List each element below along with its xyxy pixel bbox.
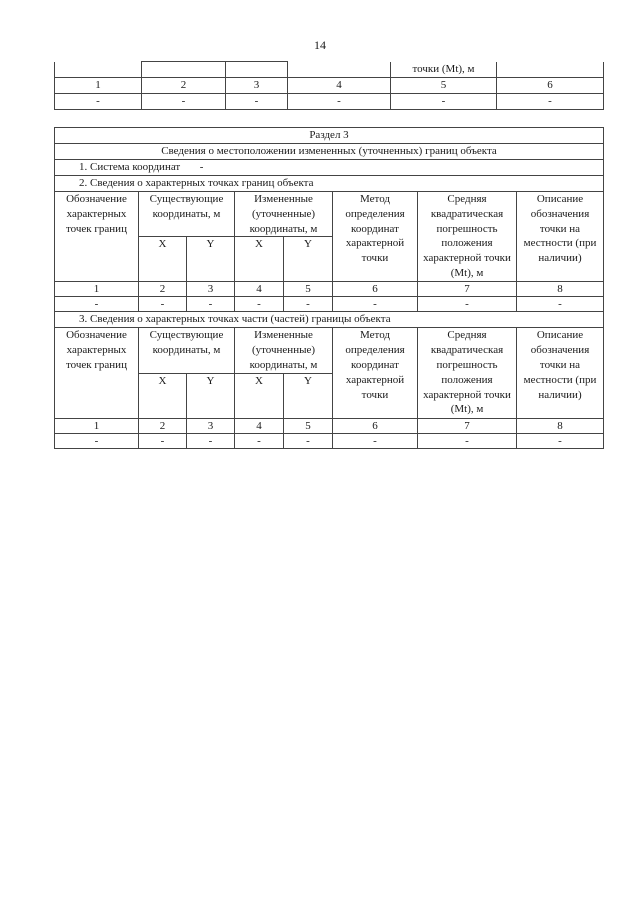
section-subtitle-row	[55, 144, 604, 160]
table-cell: -	[517, 297, 604, 312]
header-point-designation: Обозначение характерных точек границ	[55, 192, 139, 282]
part3-title: 3. Сведения о характерных точках части (частей) границы объекта	[55, 312, 604, 328]
column-number: 3	[226, 78, 288, 94]
top-table-header-cell	[226, 62, 288, 78]
table-cell: -	[226, 94, 288, 110]
top-table-header-cell	[142, 62, 226, 78]
header-method: Метод определения координат характерной точки	[333, 192, 418, 282]
top-table-header-fragment-row	[55, 62, 604, 78]
table-cell: -	[418, 297, 517, 312]
table-cell: -	[139, 433, 187, 448]
column-number: 7	[418, 282, 517, 297]
column-number: 6	[497, 78, 604, 94]
table-cell: -	[55, 297, 139, 312]
header-changed-coords: Измененные (уточненные) координаты, м	[235, 192, 333, 237]
coord-system-label: 1. Система координат	[79, 161, 181, 173]
column-number: 3	[187, 418, 235, 433]
table-cell: -	[497, 94, 604, 110]
section-3-table	[54, 127, 604, 449]
header-existing-coords: Существующие координаты, м	[139, 192, 235, 237]
column-number: 4	[288, 78, 391, 94]
top-table-header-cell	[497, 62, 604, 78]
column-number: 2	[139, 282, 187, 297]
header-changed-coords: Измененные (уточненные) координаты, м	[235, 328, 333, 373]
header-existing-coords: Существующие координаты, м	[139, 328, 235, 373]
column-number: 8	[517, 418, 604, 433]
column-number: 5	[284, 418, 333, 433]
part3-header-row	[55, 328, 604, 373]
header-x: X	[139, 237, 187, 282]
table-cell: -	[55, 433, 139, 448]
table-cell: -	[142, 94, 226, 110]
top-table	[54, 61, 604, 110]
header-method: Метод определения координат характерной точки	[333, 328, 418, 418]
header-x: X	[235, 237, 284, 282]
table-cell: -	[187, 297, 235, 312]
column-number: 1	[55, 78, 142, 94]
column-number: 1	[55, 418, 139, 433]
header-point-designation: Обозначение характерных точек границ	[55, 328, 139, 418]
part3-number-row	[55, 418, 604, 433]
column-number: 7	[418, 418, 517, 433]
table-cell: -	[517, 433, 604, 448]
table-cell: -	[235, 433, 284, 448]
part3-title-row	[55, 312, 604, 328]
part2-header-row	[55, 192, 604, 237]
top-table-data-row	[55, 94, 604, 110]
column-number: 6	[333, 282, 418, 297]
header-y: Y	[187, 237, 235, 282]
header-y: Y	[284, 237, 333, 282]
table-cell: -	[284, 297, 333, 312]
section-title-row	[55, 128, 604, 144]
column-number: 4	[235, 418, 284, 433]
header-description: Описание обозначения точки на местности (при наличии)	[517, 328, 604, 418]
column-number: 2	[142, 78, 226, 94]
part2-data-row	[55, 297, 604, 312]
table-cell: -	[391, 94, 497, 110]
header-accuracy: Средняя квадратическая погрешность положения характерной точки (Mt), м	[418, 328, 517, 418]
header-x: X	[139, 373, 187, 418]
header-description: Описание обозначения точки на местности (при наличии)	[517, 192, 604, 282]
section-title: Раздел 3	[55, 128, 604, 144]
column-number: 2	[139, 418, 187, 433]
column-number: 4	[235, 282, 284, 297]
column-number: 6	[333, 418, 418, 433]
column-number: 5	[391, 78, 497, 94]
section-subtitle: Сведения о местоположении измененных (уточненных) границ объекта	[55, 144, 604, 160]
table-cell: -	[187, 433, 235, 448]
table-cell: -	[55, 94, 142, 110]
part2-title: 2. Сведения о характерных точках границ объекта	[55, 176, 604, 192]
table-cell: -	[333, 297, 418, 312]
column-number: 1	[55, 282, 139, 297]
top-table-header-cell	[55, 62, 142, 78]
column-number: 5	[284, 282, 333, 297]
page-number: 14	[314, 38, 326, 52]
part2-title-row	[55, 176, 604, 192]
part2-number-row	[55, 282, 604, 297]
table-cell: -	[333, 433, 418, 448]
top-table-number-row	[55, 78, 604, 94]
top-table-header-cell	[288, 62, 391, 78]
column-number: 3	[187, 282, 235, 297]
coord-system-row	[55, 160, 604, 176]
header-y: Y	[187, 373, 235, 418]
header-accuracy: Средняя квадратическая погрешность положения характерной точки (Mt), м	[418, 192, 517, 282]
header-y: Y	[284, 373, 333, 418]
table-cell: -	[139, 297, 187, 312]
table-cell: -	[235, 297, 284, 312]
table-cell: -	[288, 94, 391, 110]
coord-system-value: -	[199, 161, 204, 173]
header-x: X	[235, 373, 284, 418]
top-table-header-fragment: точки (Mt), м	[391, 62, 497, 78]
table-cell: -	[284, 433, 333, 448]
part3-data-row	[55, 433, 604, 448]
column-number: 8	[517, 282, 604, 297]
table-cell: -	[418, 433, 517, 448]
